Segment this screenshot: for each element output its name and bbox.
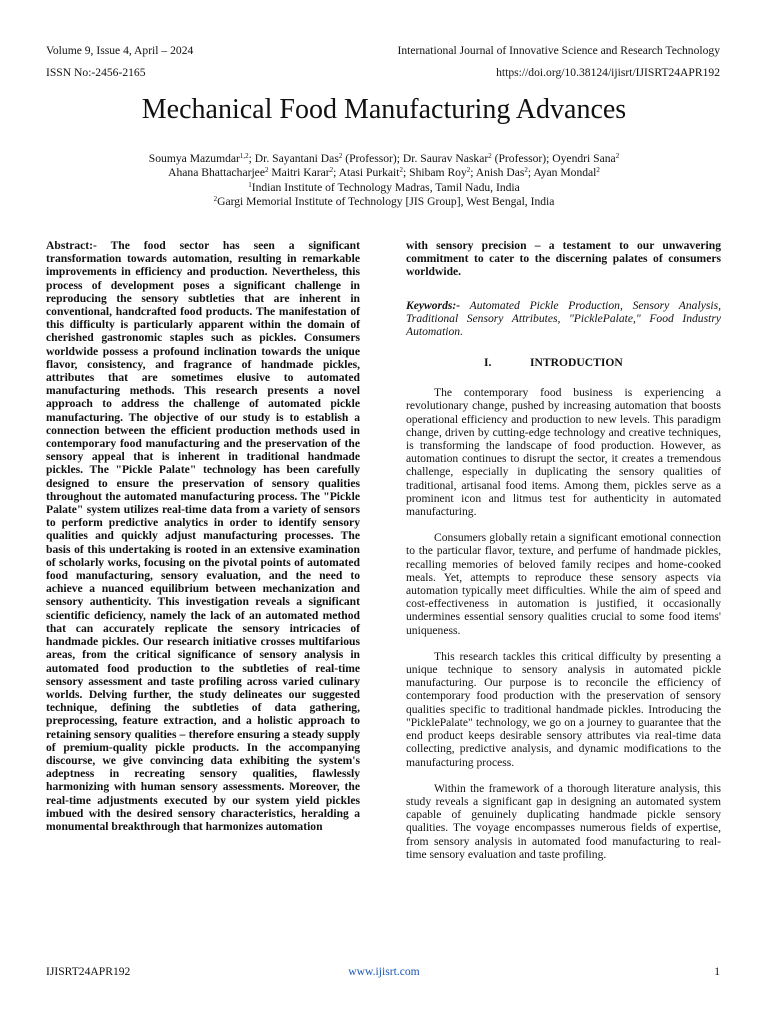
abstract-label: Abstract:- (46, 239, 97, 252)
paper-title: Mechanical Food Manufacturing Advances (141, 94, 627, 125)
footer-page-number: 1 (714, 965, 720, 978)
abstract (46, 239, 360, 833)
affiliation-text: Gargi Memorial Institute of Technology [JIS Group], West Bengal, India (217, 194, 555, 208)
author-separator: ; (403, 166, 410, 180)
author-role: (Professor); (342, 152, 403, 165)
affiliation-marker: 2 (399, 166, 403, 175)
section-title: INTRODUCTION (530, 356, 623, 370)
affiliation-marker: 2 (329, 166, 334, 175)
left-column (46, 239, 360, 833)
author-line-2 (40, 166, 728, 180)
volume-issue: Volume 9, Issue 4, April – 2024 (46, 44, 194, 57)
author-name: Ahana Bhattacharjee (168, 166, 265, 180)
keywords-label: Keywords:- (406, 298, 461, 312)
journal-name: International Journal of Innovative Science and Research Technology (397, 44, 720, 57)
author-role: (Professor); (491, 152, 553, 165)
affiliation-marker: 2 (615, 152, 620, 160)
affiliation-marker: 1,2 (239, 152, 249, 160)
author-separator: ; (527, 166, 534, 180)
author-name: Maitri Karar (271, 166, 330, 180)
author-name: Soumya Mazumdar (148, 152, 240, 165)
keywords (406, 299, 721, 339)
section-number: I. (484, 356, 492, 370)
affiliation-marker: 1 (248, 180, 252, 189)
author-separator: ; (470, 166, 476, 180)
author-name: Dr. Sayantani Das (254, 152, 339, 165)
affiliation-text: Indian Institute of Technology Madras, Tamil Nadu, India (251, 180, 520, 194)
abstract-text: The food sector has seen a significant transformation towards automation, resulting in remarkable improvements in efficiency and production. Nevertheless, this process of development poses a significant challenge in reproducing the sensory subtleties that are inherent in conventional, handcrafted food products. The manifestation of this difficulty is particularly apparent within the domain of cherished gastronomic staples such as pickles. Consumers worldwide possess a profound inclination towards the unique flavor, consistency, and fragrance of handmade pickles, attributes that are sometimes elusive to automated manufacturing methods. This research presents a novel approach to address the challenge of automated pickle manufacturing. The objective of our study is to establish a connection between the efficient production methods used in contemporary food manufacturing and the preservation of the sensory appeal that is inherent in traditional handmade pickles. The "Pickle Palate" technology has been carefully designed to ensure the preservation of sensory qualities throughout the automated manufacturing process. The "Pickle Palate" system utilizes real-time data from a variety of sensors to perform predictive analytics in order to identify sensory qualities and quickly adjust manufacturing processes. The basis of this undertaking is rooted in an extensive examination of scholarly works, focusing on the pivotal points of automated food manufacturing, sensory evaluation, and the need to achieve a nuanced equilibrium between mechanization and sensory authenticity. This investigation reveals a significant scientific deficiency, namely the lack of an automated method that can accurately replicate the sensory intricacies of handmade pickles. Our research initiative crosses multifarious areas, from the critical significance of sensory analysis in automated food production to the subtleties of real-time sensory assessment and taste profiling across varied culinary worlds. Delving further, the study delineates our suggested technique, defining the subtleties of data gathering, preprocessing, feature extraction, and a holistic approach to retaining sensory qualities – therefore ensuring a steady supply of premium-quality pickle products. In the accompanying discourse, we give convincing data exhibiting the system's adeptness in recreating sensory qualities, flawlessly harmonizing with human sensory assessments. Moreover, the real-time adjustments executed by our system yield pickles imbued with the desired sensory characteristics, heralding a monumental breakthrough that harmonizes automation (46, 239, 360, 833)
issn-number: ISSN No:-2456-2165 (46, 66, 146, 79)
right-column (406, 239, 721, 874)
affiliation-marker: 2 (213, 194, 218, 203)
affiliation-marker: 2 (524, 166, 528, 175)
author-role: ; (248, 152, 255, 165)
keywords-text: Automated Pickle Production, Sensory Analysis, Traditional Sensory Attributes, "PicklePalate," Food Industry Automation. (406, 298, 721, 339)
author-separator: ; (333, 166, 339, 180)
author-name: Oyendri Sana (552, 152, 616, 165)
intro-paragraph: Consumers globally retain a significant emotional connection to the particular flavor, texture, and perfume of handmade pickles, recalling memories of beloved family recipes and home-cooked meals. Yet, attempts to reproduce these sensory aspects via automation typically meet difficulties. While the aim of speed and cost-effectiveness in automation is justified, it occasionally undermines essential sensory qualities crucial to some food items' uniqueness. (406, 531, 721, 637)
doi-link[interactable]: https://doi.org/10.38124/ijisrt/IJISRT24APR192 (496, 66, 720, 79)
abstract-continuation: with sensory precision – a testament to our unwavering commitment to cater to the discerning palates of consumers worldwide. (406, 239, 721, 279)
affiliation-1 (40, 181, 728, 195)
author-name: Shibam Roy (409, 166, 467, 180)
affiliation-marker: 2 (264, 166, 269, 175)
affiliation-marker: 2 (338, 152, 343, 160)
affiliation-marker: 2 (596, 166, 600, 175)
footer-website-link[interactable]: www.ijisrt.com (348, 965, 420, 978)
intro-paragraph: This research tackles this critical difficulty by presenting a unique technique to sensory analysis in automated pickle manufacturing. Our purpose is to reconcile the efficiency of contemporary food production with the preservation of sensory qualities specific to traditional handmade pickles. Introducing the "PicklePalate" technology, we go on a journey to guarantee that the end product keeps desirable sensory attributes via real-time data collecting, predictive analysis, and dynamic modifications to the manufacturing process. (406, 649, 721, 769)
author-block (40, 152, 728, 209)
affiliation-2 (40, 195, 728, 209)
footer-paper-id: IJISRT24APR192 (46, 965, 131, 978)
author-name: Ayan Mondal (533, 166, 597, 180)
author-line-1 (40, 152, 728, 166)
section-heading (406, 356, 721, 370)
affiliation-marker: 2 (488, 152, 492, 160)
author-name: Atasi Purkait (338, 166, 400, 180)
author-name: Dr. Saurav Naskar (402, 152, 489, 165)
affiliation-marker: 2 (466, 166, 471, 175)
author-name: Anish Das (475, 166, 525, 180)
intro-paragraph: Within the framework of a thorough literature analysis, this study reveals a significant gap in designing an automated system capable of genuinely duplicating handmade pickle sensory qualities. The voyage encompasses numerous fields of expertise, from sensory analysis in automated food manufacturing to real-time sensory evaluation and taste profiling. (406, 781, 721, 861)
intro-paragraph: The contemporary food business is experiencing a revolutionary change, pushed by increasing automation that boosts operational efficiency and production to new levels. This paradigm change, driven by cutting-edge technology and creative techniques, is transforming the landscape of food production. However, as automation continues to disrupt the sector, it creates a tremendous challenge, especially in duplicating the sensory qualities of traditional, artisanal food items. Among them, pickles serve as a prominent icon and litmus test for authenticity in automated manufacturing. (406, 386, 721, 519)
